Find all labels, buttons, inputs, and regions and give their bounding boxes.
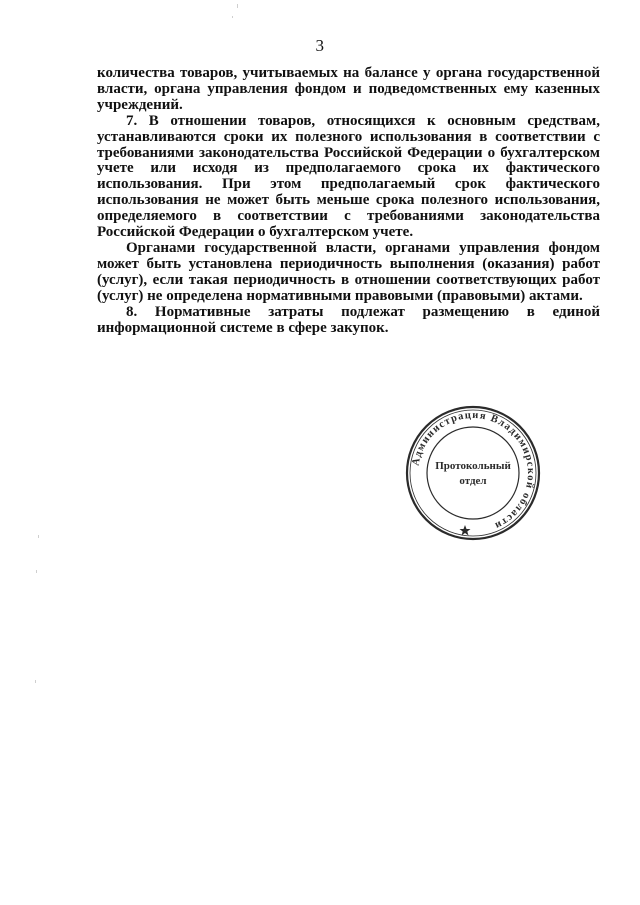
stamp-inner-line-1: Протокольный [435, 460, 511, 472]
stamp-outer-text: Администрация Владимирской области [410, 409, 537, 532]
scan-speck [38, 535, 39, 538]
scan-speck [36, 570, 37, 573]
stamp-inner-line-2: отдел [459, 475, 487, 487]
page-number: 3 [315, 36, 325, 55]
paragraph-periodicity: Органами государственной власти, органами управления фондом может быть установлена периодичность выполнения (оказания) работ (услуг), если такая периодичность в отношении соответствующих работ (услуг) не определена нормативными правовыми (правовыми) актами. [97, 239, 600, 304]
star-icon [460, 525, 471, 536]
official-stamp [405, 405, 541, 541]
scan-speck [35, 680, 36, 683]
paragraph-continuation: количества товаров, учитываемых на балансе у органа государственной власти, органа управления фондом и подведомственных ему казенных учреждений. [97, 65, 600, 113]
stamp-inner-ring [427, 427, 519, 519]
document-body [97, 66, 600, 336]
scan-speck [232, 16, 233, 18]
paragraph-item-8: 8. Нормативные затраты подлежат размещению в единой информационной системе в сфере закупок. [97, 303, 600, 336]
scan-speck [237, 4, 238, 8]
paragraph-item-7: 7. В отношении товаров, относящихся к основным средствам, устанавливаются сроки их полезного использования в соответствии с требованиями законодательства Российской Федерации о бухгалтерском учете или исходя из предполагаемого срока их фактического использования. При этом предполагаемый срок фактического использования не может быть меньше срока полезного использования, определяемого в соответствии с требованиями законодательства Российской Федерации о бухгалтерском учете. [97, 112, 600, 241]
